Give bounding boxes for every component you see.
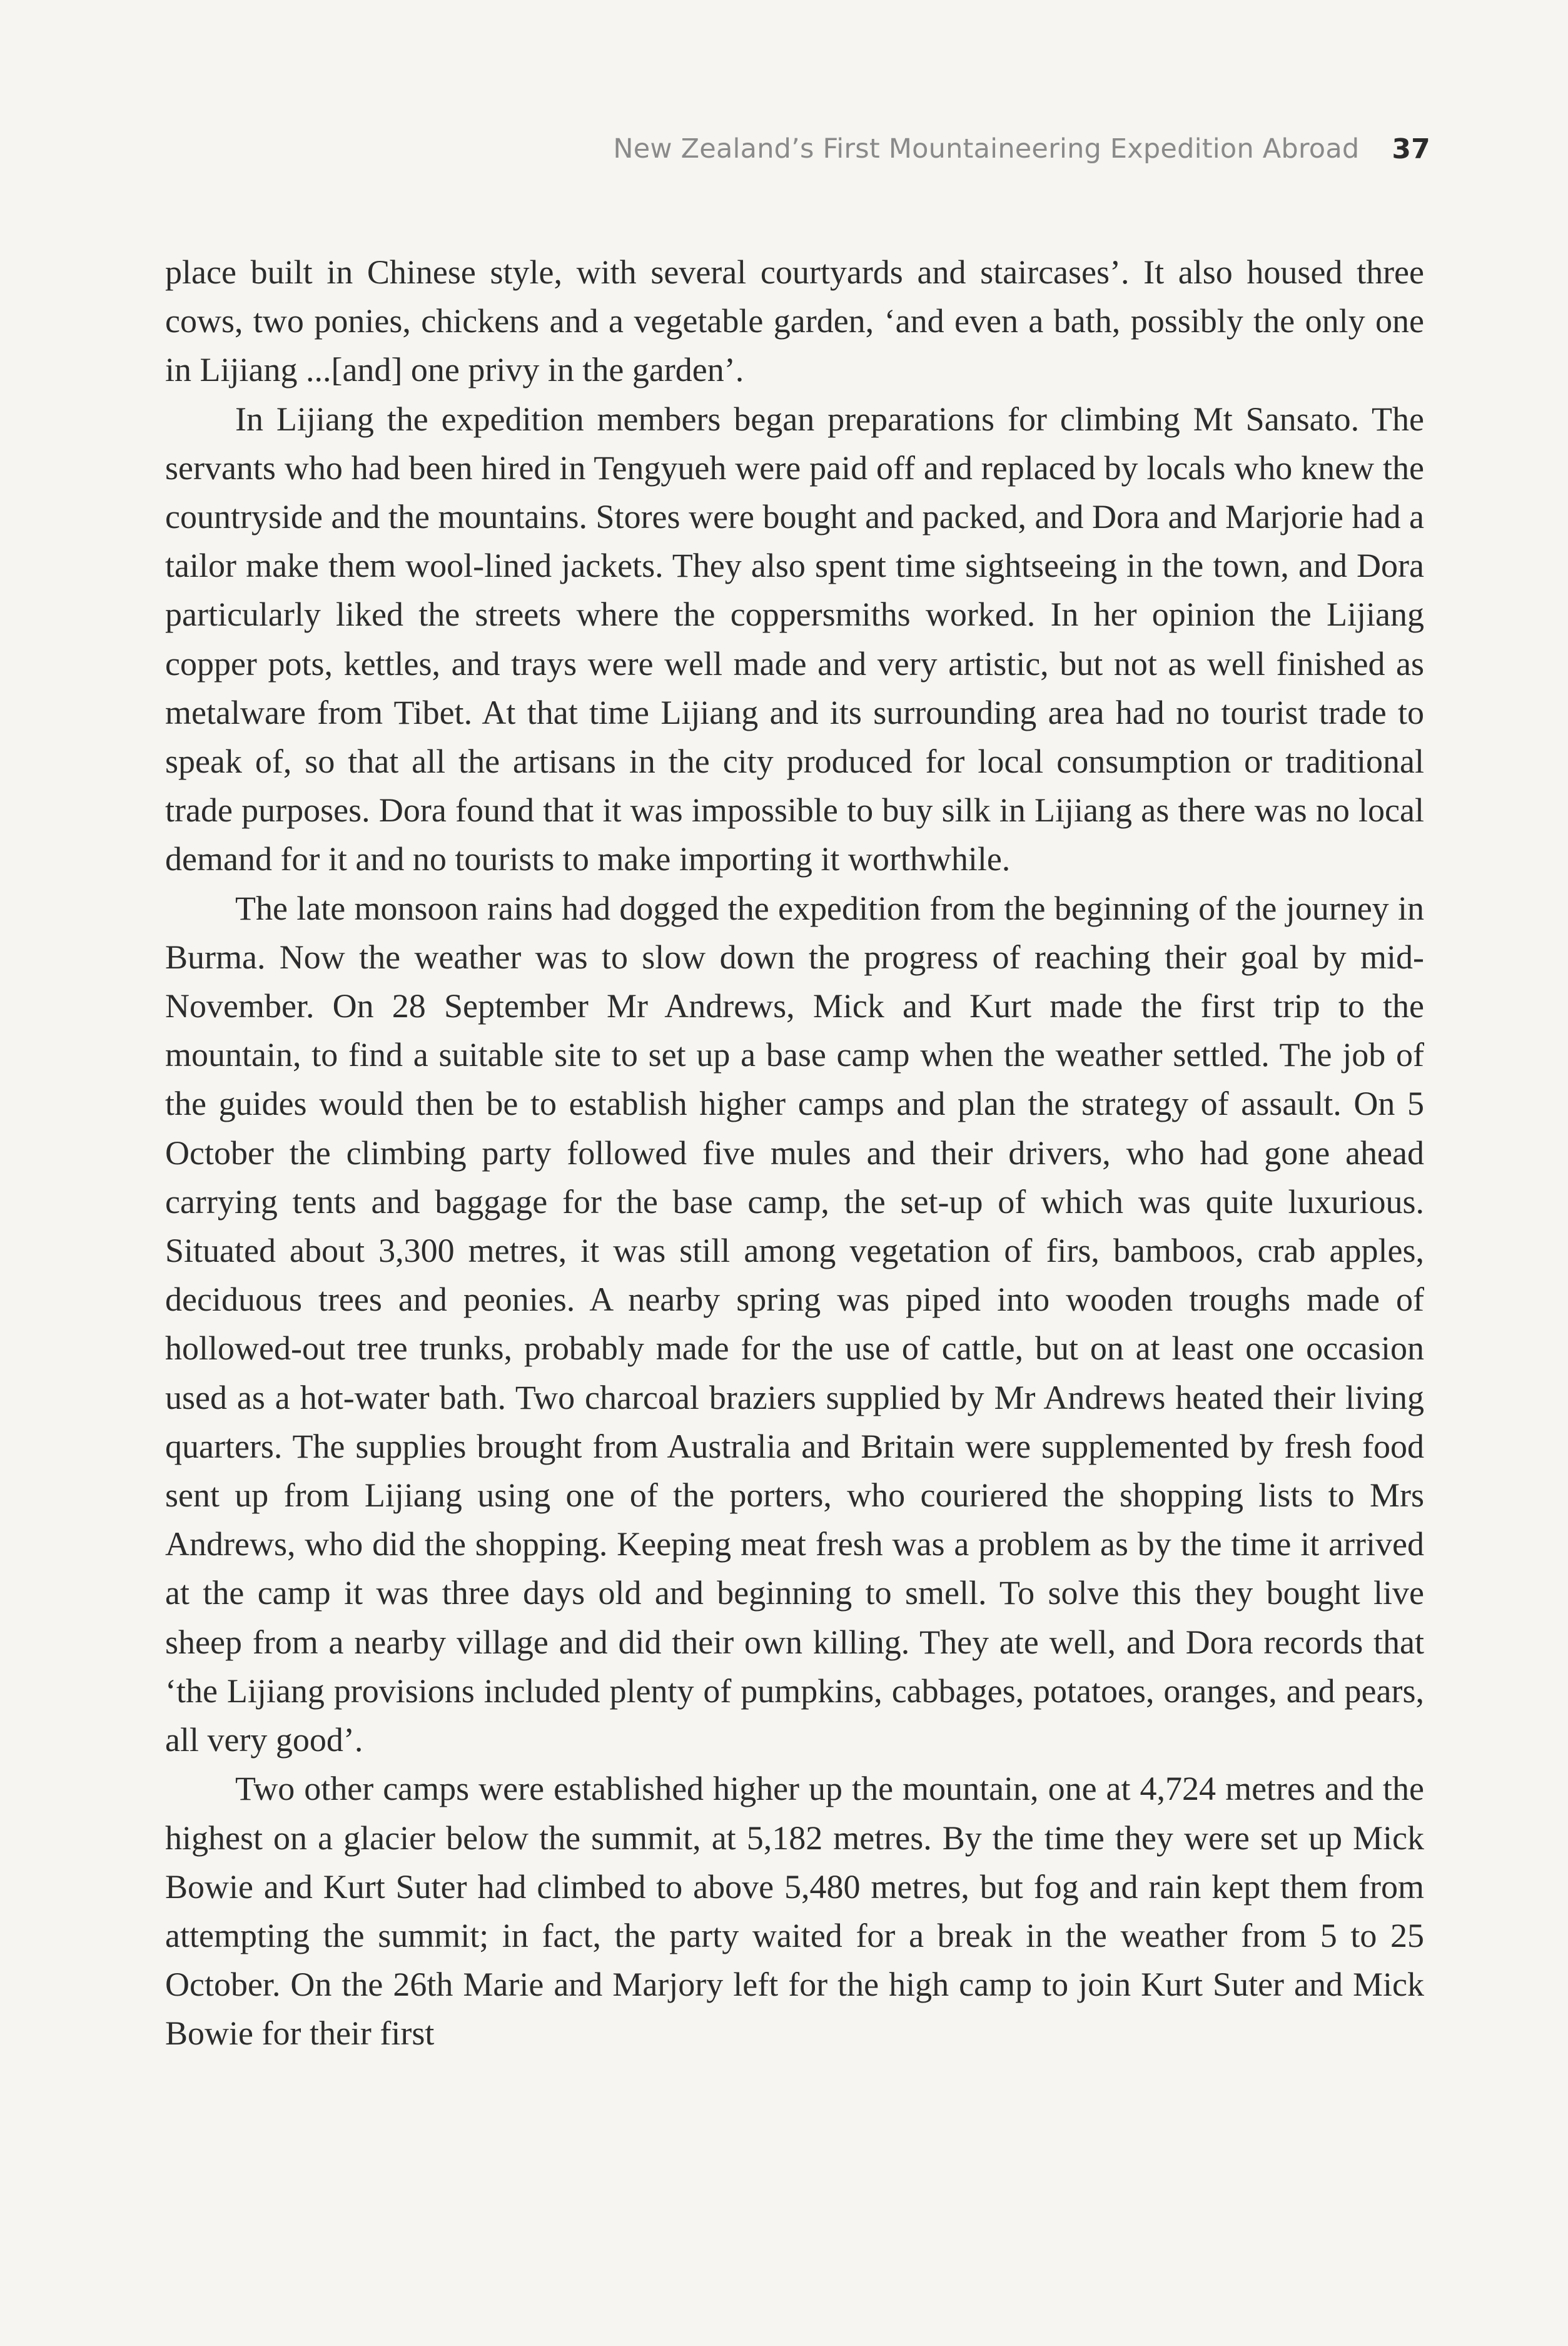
paragraph-lijiang-preparations: In Lijiang the expedition members began preparations for climbing Mt Sansato. The servants who had been hired in Tengyueh were paid off and replaced by locals who knew the countryside and the mountains. Stores were bought and packed, and Dora and Marjorie had a tailor make them wool-lined jackets. They also spent time sightseeing in the town, and Dora particularly liked the streets where the coppersmiths worked. In her opinion the Lijiang copper pots, kettles, and trays were well made and very artistic, but not as well finished as metalware from Tibet. At that time Lijiang and its surrounding area had no tourist trade to speak of, so that all the artisans in the city produced for local consumption or traditional trade purposes. Dora found that it was impossible to buy silk in Lijiang as there was no local demand for it and no tourists to make importing it worthwhile. xyxy=(165,400,1424,878)
page-number: 37 xyxy=(1392,133,1430,165)
body-text xyxy=(165,248,1424,2058)
paragraph-continued: place built in Chinese style, with several courtyards and staircases’. It also housed three cows, two ponies, chickens and a vegetable garden, ‘and even a bath, possibly the only one in Lijiang ...[and] one privy in the garden’. xyxy=(165,253,1424,389)
running-head xyxy=(613,127,1430,171)
paragraph-monsoon-base-camp: The late monsoon rains had dogged the expedition from the beginning of the journey in Burma. Now the weather was to slow down the progress of reaching their goal by mid-November. On 28 September Mr Andrews, Mick and Kurt made the first trip to the mountain, to find a suitable site to set up a base camp when the weather settled. The job of the guides would then be to establish higher camps and plan the strategy of assault. On 5 October the climbing party followed five mules and their drivers, who had gone ahead carrying tents and baggage for the base camp, the set-up of which was quite luxurious. Situated about 3,300 metres, it was still among vegetation of firs, bamboos, crab apples, deciduous trees and peonies. A nearby spring was piped into wooden troughs made of hollowed-out tree trunks, probably made for the use of cattle, but on at least one occasion used as a hot-water bath. Two charcoal braziers supplied by Mr Andrews heated their living quarters. The supplies brought from Australia and Britain were supplemented by fresh food sent up from Lijiang using one of the porters, who couriered the shopping lists to Mrs Andrews, who did the shopping. Keeping meat fresh was a problem as by the time it arrived at the camp it was three days old and beginning to smell. To solve this they bought live sheep from a nearby village and did their own killing. They ate well, and Dora records that ‘the Lijiang provisions included plenty of pumpkins, cabbages, potatoes, oranges, and pears, all very good’. xyxy=(165,889,1424,1759)
paragraph-higher-camps: Two other camps were established higher up the mountain, one at 4,724 metres and the highest on a glacier below the summit, at 5,182 metres. By the time they were set up Mick Bowie and Kurt Suter had climbed to above 5,480 metres, but fog and rain kept them from attempting the summit; in fact, the party waited for a break in the weather from 5 to 25 October. On the 26th Marie and Marjory left for the high camp to join Kurt Suter and Mick Bowie for their first xyxy=(165,1770,1424,2053)
running-title: New Zealand’s First Mountaineering Expedition Abroad xyxy=(613,133,1360,165)
